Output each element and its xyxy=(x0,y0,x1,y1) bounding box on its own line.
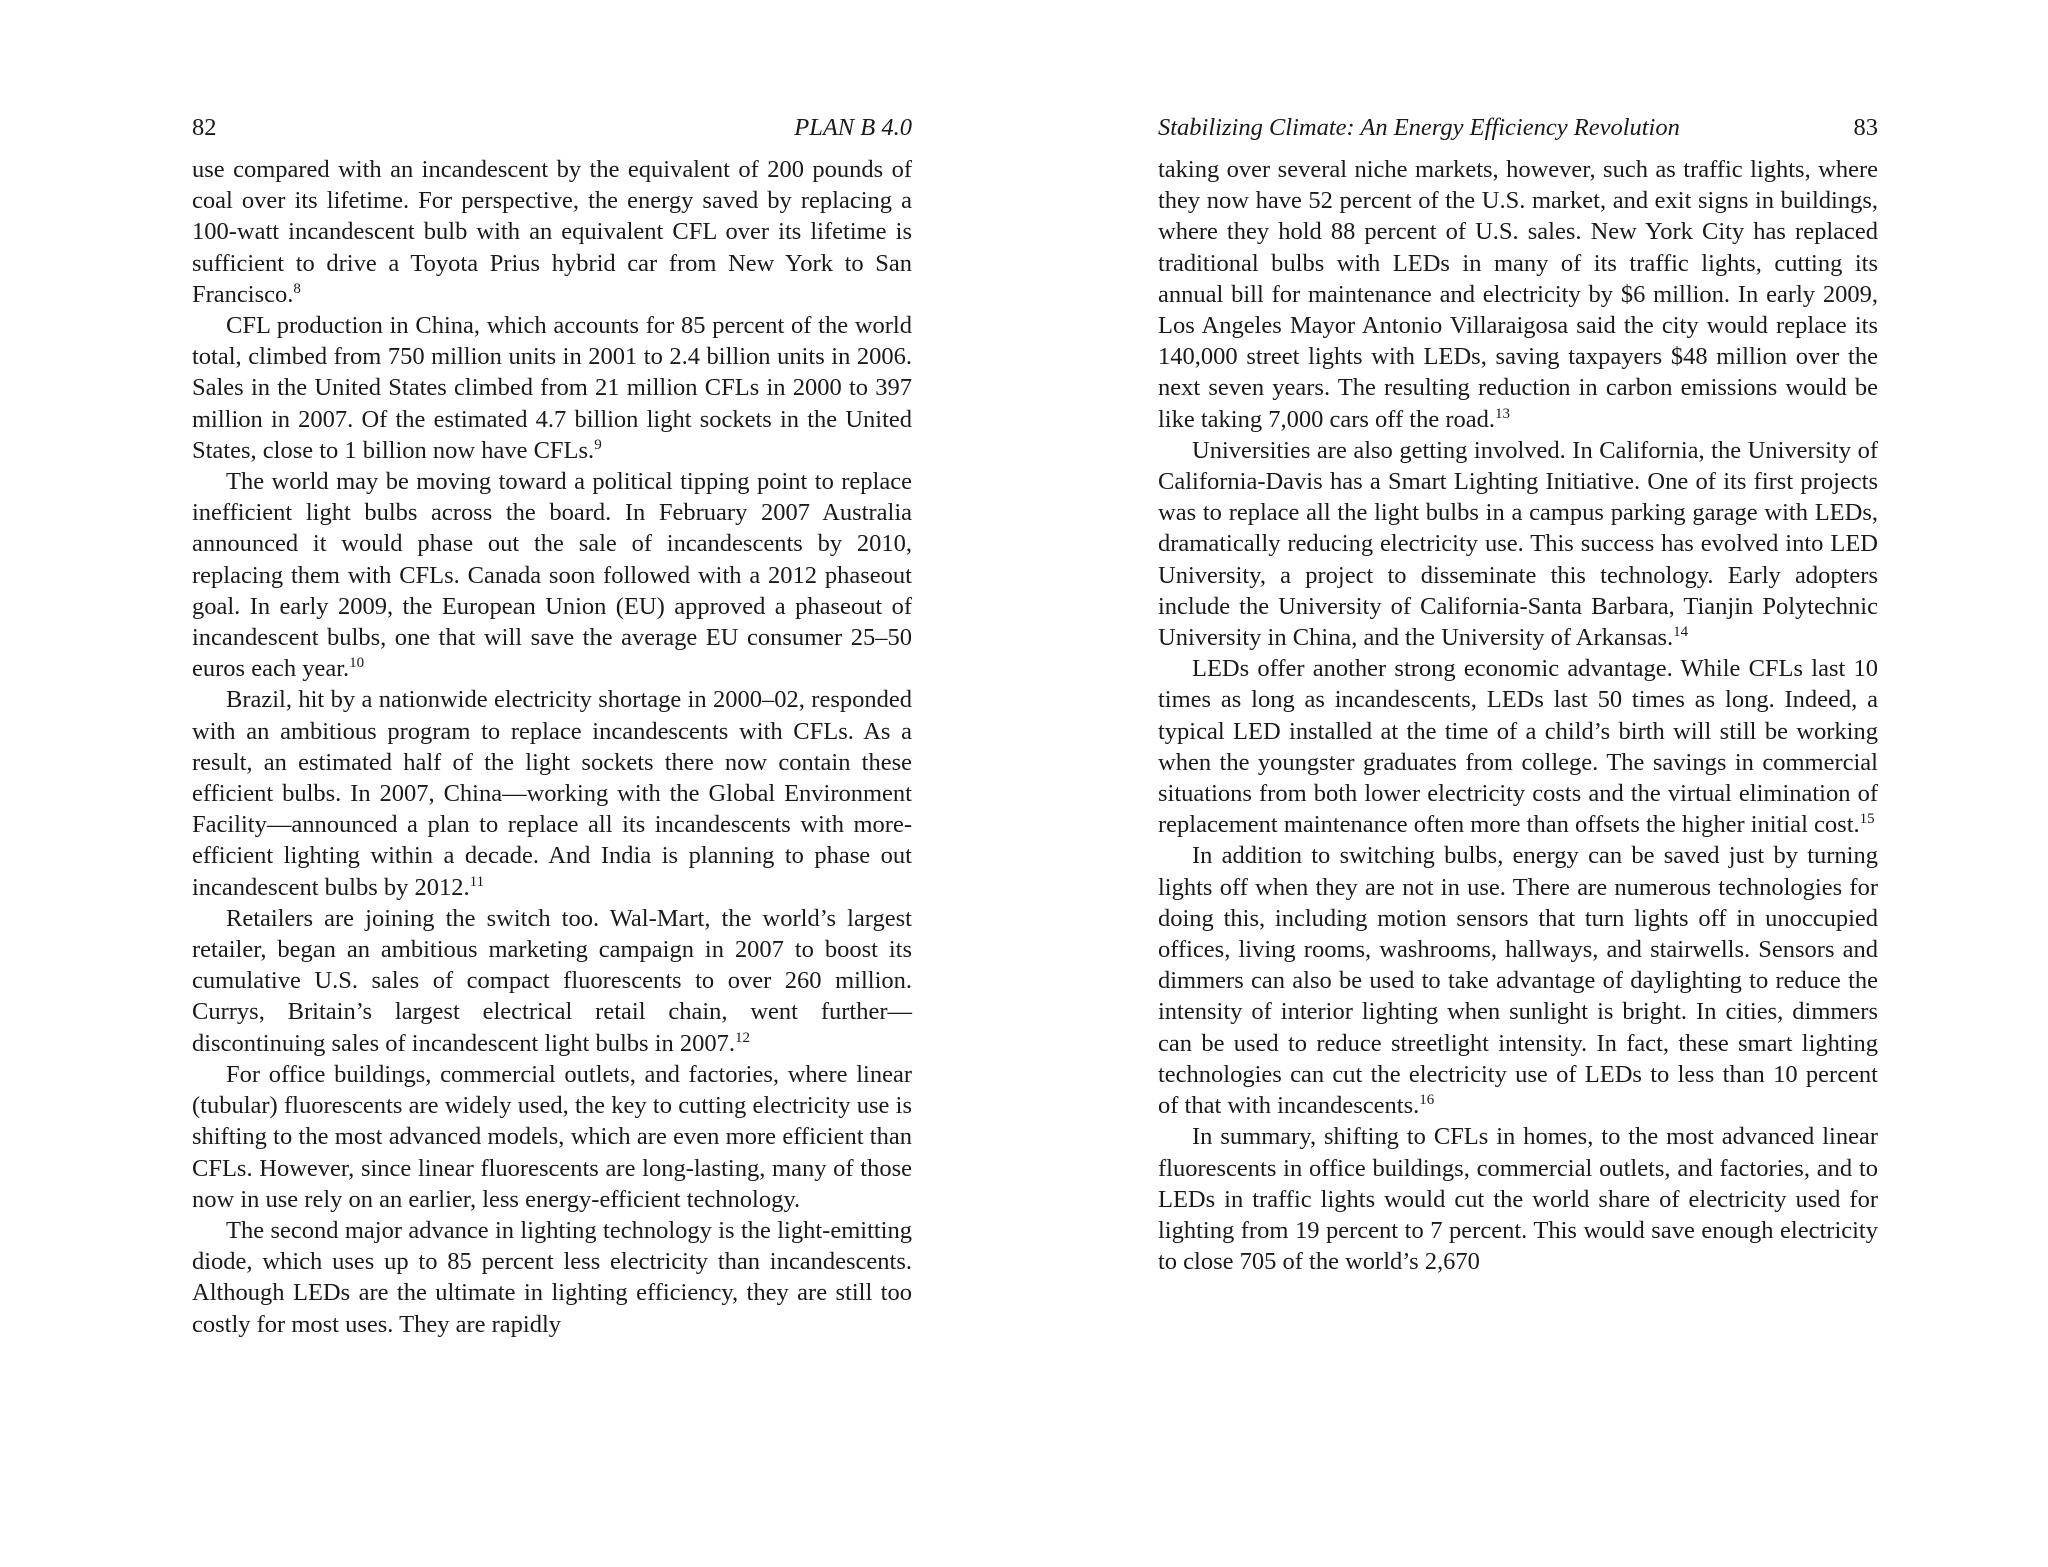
paragraph: The world may be moving toward a political tipping point to replace inefficient light bulbs across the board. In February 2007 Australia announced it would phase out the sale of incandescents by 2010, replacing them with CFLs. Canada soon followed with a 2012 phaseout goal. In early 2009, the European Union (EU) approved a phaseout of incandescent bulbs, one that will save the average EU consumer 25–50 euros each year.$^{10}$ xyxy=(192,468,912,683)
paragraph: Universities are also getting involved. In California, the University of California-Davis has a Smart Lighting Initiative. One of its first projects was to replace all the light bulbs in a campus parking garage with LEDs, dramatically reducing electricity use. This success has evolved into LED University, a project to disseminate this technology. Early adopters include the University of California-Santa Barbara, Tianjin Polytechnic University in China, and the University of Arkansas.$^{14}$ xyxy=(1158,436,1878,652)
paragraph: In addition to switching bulbs, energy can be saved just by turning lights off when they are not in use. There are numerous technologies for doing this, including motion sensors that turn lights off in unoccupied offices, living rooms, washrooms, hallways, and stairwells. Sensors and dimmers can also be used to take advantage of daylighting to reduce the intensity of interior lighting when sunlight is bright. In cities, dimmers can be used to reduce streetlight intensity. In fact, these smart lighting technologies can cut the electricity use of LEDs to less than 10 percent of that with incandescents.$^{16}$ xyxy=(1158,842,1878,1120)
right-page xyxy=(1158,112,1878,1277)
paragraph: In summary, shifting to CFLs in homes, to the most advanced linear fluorescents in office buildings, commercial outlets, and factories, and to LEDs in traffic lights would cut the world share of electricity used for lighting from 19 percent to 7 percent. This would save enough electricity to close 705 of the world’s 2,670 xyxy=(1158,1123,1878,1276)
right-page-number: 83 xyxy=(1853,114,1878,141)
paragraph: taking over several niche markets, however, such as traffic lights, where they now have 52 percent of the U.S. market, and exit signs in buildings, where they hold 88 percent of U.S. sales. New York City has replaced traditional bulbs with LEDs in many of its traffic lights, cutting its annual bill for maintenance and electricity by $6 million. In early 2009, Los Angeles Mayor Antonio Villaraigosa said the city would replace its 140,000 street lights with LEDs, saving taxpayers $48 million over the next seven years. The resulting reduction in carbon emissions would be like taking 7,000 cars off the road.$^{13}$ xyxy=(1158,156,1878,433)
right-running-head xyxy=(1158,112,1878,144)
endnote-marker: 11 xyxy=(469,873,485,890)
right-body-text xyxy=(1158,154,1878,1277)
left-body-text xyxy=(192,154,912,1340)
paragraph: LEDs offer another strong economic advantage. While CFLs last 10 times as long as incandescents, LEDs last 50 times as long. Indeed, a typical LED installed at the time of a child’s birth will still be working when the youngster graduates from college. The savings in commercial situations from both lower electricity costs and the virtual elimination of replacement maintenance often more than offsets the higher initial cost.$^{15}$ xyxy=(1158,655,1878,839)
right-running-title: Stabilizing Climate: An Energy Efficiency Revolution xyxy=(1158,114,1680,141)
paragraph: use compared with an incandescent by the equivalent of 200 pounds of coal over its lifetime. For perspective, the energy saved by replacing a 100-watt incandescent bulb with an equivalent CFL over its lifetime is sufficient to drive a Toyota Prius hybrid car from New York to San Francisco.$^8$ xyxy=(192,156,912,308)
endnote-marker: 14 xyxy=(1673,624,1689,641)
endnote-marker: 8 xyxy=(293,280,301,297)
left-page-number: 82 xyxy=(192,114,217,141)
endnote-marker: 13 xyxy=(1495,405,1511,422)
paragraph: The second major advance in lighting technology is the light-emitting diode, which uses up to 85 percent less electricity than incandescents. Although LEDs are the ultimate in lighting efficiency, they are still too costly for most uses. They are rapidly xyxy=(192,1216,912,1338)
endnote-marker: 16 xyxy=(1419,1092,1435,1109)
paragraph: CFL production in China, which accounts for 85 percent of the world total, climbed from 750 million units in 2001 to 2.4 billion units in 2006. Sales in the United States climbed from 21 million CFLs in 2000 to 397 million in 2007. Of the estimated 4.7 billion light sockets in the United States, close to 1 billion now have CFLs.$^9$ xyxy=(192,312,912,464)
paragraph: Retailers are joining the switch too. Wal-Mart, the world’s largest retailer, began an ambitious marketing campaign in 2007 to boost its cumulative U.S. sales of compact fluorescents to over 260 million. Currys, Britain’s largest electrical retail chain, went further—discontinuing sales of incandescent light bulbs in 2007.12 xyxy=(192,904,912,1057)
left-page xyxy=(192,112,912,1340)
left-running-title: PLAN B 4.0 xyxy=(794,114,912,141)
endnote-marker: 10 xyxy=(349,655,365,672)
paragraph: For office buildings, commercial outlets, and factories, where linear (tubular) fluorescents are widely used, the key to cutting electricity use is shifting to the most advanced models, which are even more efficient than CFLs. However, since linear fluorescents are long-lasting, many of those now in use rely on an earlier, less energy-efficient technology. xyxy=(192,1060,912,1213)
endnote-marker: 15 xyxy=(1859,811,1875,828)
endnote-marker: 12 xyxy=(735,1029,751,1046)
paragraph: Brazil, hit by a nationwide electricity shortage in 2000–02, responded with an ambitious program to replace incandescents with CFLs. As a result, an estimated half of the light sockets there now contain these efficient bulbs. In 2007, China—working with the Global Environment Facility—announced a plan to replace all its incandescents with more-efficient lighting within a decade. And India is planning to phase out incandescent bulbs by 2012.11 xyxy=(192,686,912,901)
endnote-marker: 9 xyxy=(594,436,602,453)
left-running-head xyxy=(192,112,912,144)
